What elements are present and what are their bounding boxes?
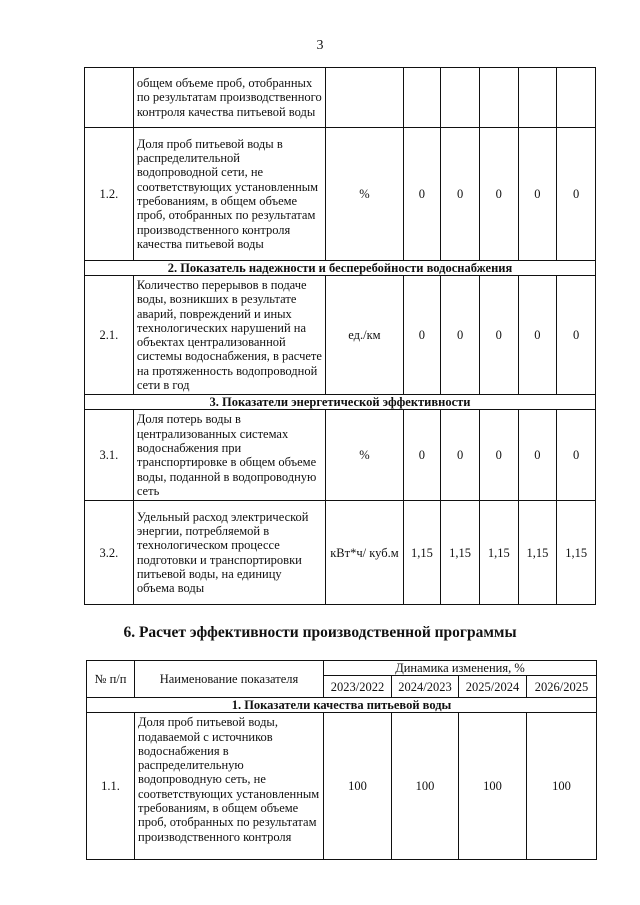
indicator-name: Доля проб питьевой воды, подаваемой с источников водоснабжения в распределительную водопроводную сеть, не соответствующих установленным требованиям, в общем объеме проб, отобранных по результатам производственного контроля: [135, 713, 324, 860]
row-number: 2.1.: [85, 276, 134, 395]
value-cell: 0: [518, 410, 557, 501]
section-title: 3. Показатели энергетической эффективности: [85, 395, 596, 410]
value-cell: 1,15: [479, 501, 518, 605]
value-cell: 0: [557, 276, 596, 395]
value-cell: 0: [518, 128, 557, 261]
value-cell: 100: [459, 713, 527, 860]
unit-cell: %: [326, 410, 403, 501]
table-row: [85, 501, 596, 605]
unit-cell: [326, 68, 403, 128]
table-row: [85, 276, 596, 395]
section-row: 1. Показатели качества питьевой воды: [87, 698, 597, 713]
header-year: 2024/2023: [392, 676, 459, 698]
row-number: 3.1.: [85, 410, 134, 501]
unit-cell: кВт*ч/ куб.м: [326, 501, 403, 605]
value-cell: [479, 68, 518, 128]
unit-cell: ед./км: [326, 276, 403, 395]
value-cell: [403, 68, 441, 128]
value-cell: 1,15: [518, 501, 557, 605]
value-cell: 0: [403, 276, 441, 395]
value-cell: 0: [479, 128, 518, 261]
value-cell: 1,15: [557, 501, 596, 605]
row-number: 1.1.: [87, 713, 135, 860]
value-cell: 0: [557, 410, 596, 501]
table-row: [85, 128, 596, 261]
value-cell: [557, 68, 596, 128]
table-row: [85, 410, 596, 501]
value-cell: 0: [518, 276, 557, 395]
page-number: 3: [316, 38, 324, 53]
indicator-name: Доля потерь воды в централизованных системах водоснабжения при транспортировке в общем объеме воды, поданной в водопроводную сеть: [133, 410, 325, 501]
section-heading: 6. Расчет эффективности производственной программы: [123, 624, 517, 641]
indicators-table: [84, 67, 596, 605]
value-cell: 0: [441, 410, 480, 501]
indicator-name: общем объеме проб, отобранных по результатам производственного контроля качества питьевой воды: [133, 68, 325, 128]
value-cell: 0: [557, 128, 596, 261]
row-number: [85, 68, 134, 128]
header-num: № п/п: [87, 661, 135, 698]
header-dynamics: Динамика изменения, %: [324, 661, 597, 676]
section-title: 2. Показатель надежности и бесперебойности водоснабжения: [85, 261, 596, 276]
header-year: 2025/2024: [459, 676, 527, 698]
value-cell: 100: [324, 713, 392, 860]
value-cell: 0: [441, 276, 480, 395]
value-cell: 0: [441, 128, 480, 261]
value-cell: 1,15: [441, 501, 480, 605]
indicator-name: Количество перерывов в подаче воды, возникших в результате аварий, повреждений и иных технологических нарушений на объектах централизованной системы водоснабжения, в расчете на протяженность водопроводной сети в год: [133, 276, 325, 395]
row-number: 3.2.: [85, 501, 134, 605]
section-row: [85, 395, 596, 410]
row-number: 1.2.: [85, 128, 134, 261]
indicator-name: Удельный расход электрической энергии, потребляемой в технологическом процессе подготовки и транспортировки питьевой воды, на единицу объема воды: [133, 501, 325, 605]
section-row: [85, 261, 596, 276]
value-cell: [518, 68, 557, 128]
value-cell: [441, 68, 480, 128]
value-cell: 0: [403, 128, 441, 261]
value-cell: 1,15: [403, 501, 441, 605]
efficiency-table: [86, 660, 597, 860]
indicators-table-body: [85, 68, 596, 605]
value-cell: 100: [392, 713, 459, 860]
value-cell: 0: [403, 410, 441, 501]
value-cell: 0: [479, 276, 518, 395]
header-year: 2023/2022: [324, 676, 392, 698]
indicator-name: Доля проб питьевой воды в распределительной водопроводной сети, не соответствующих установленным требованиям, в общем объеме проб, отобранных по результатам производственного контроля качества питьевой воды: [133, 128, 325, 261]
value-cell: 100: [527, 713, 597, 860]
header-name: Наименование показателя: [135, 661, 324, 698]
header-year: 2026/2025: [527, 676, 597, 698]
table-row: [85, 68, 596, 128]
unit-cell: %: [326, 128, 403, 261]
value-cell: 0: [479, 410, 518, 501]
